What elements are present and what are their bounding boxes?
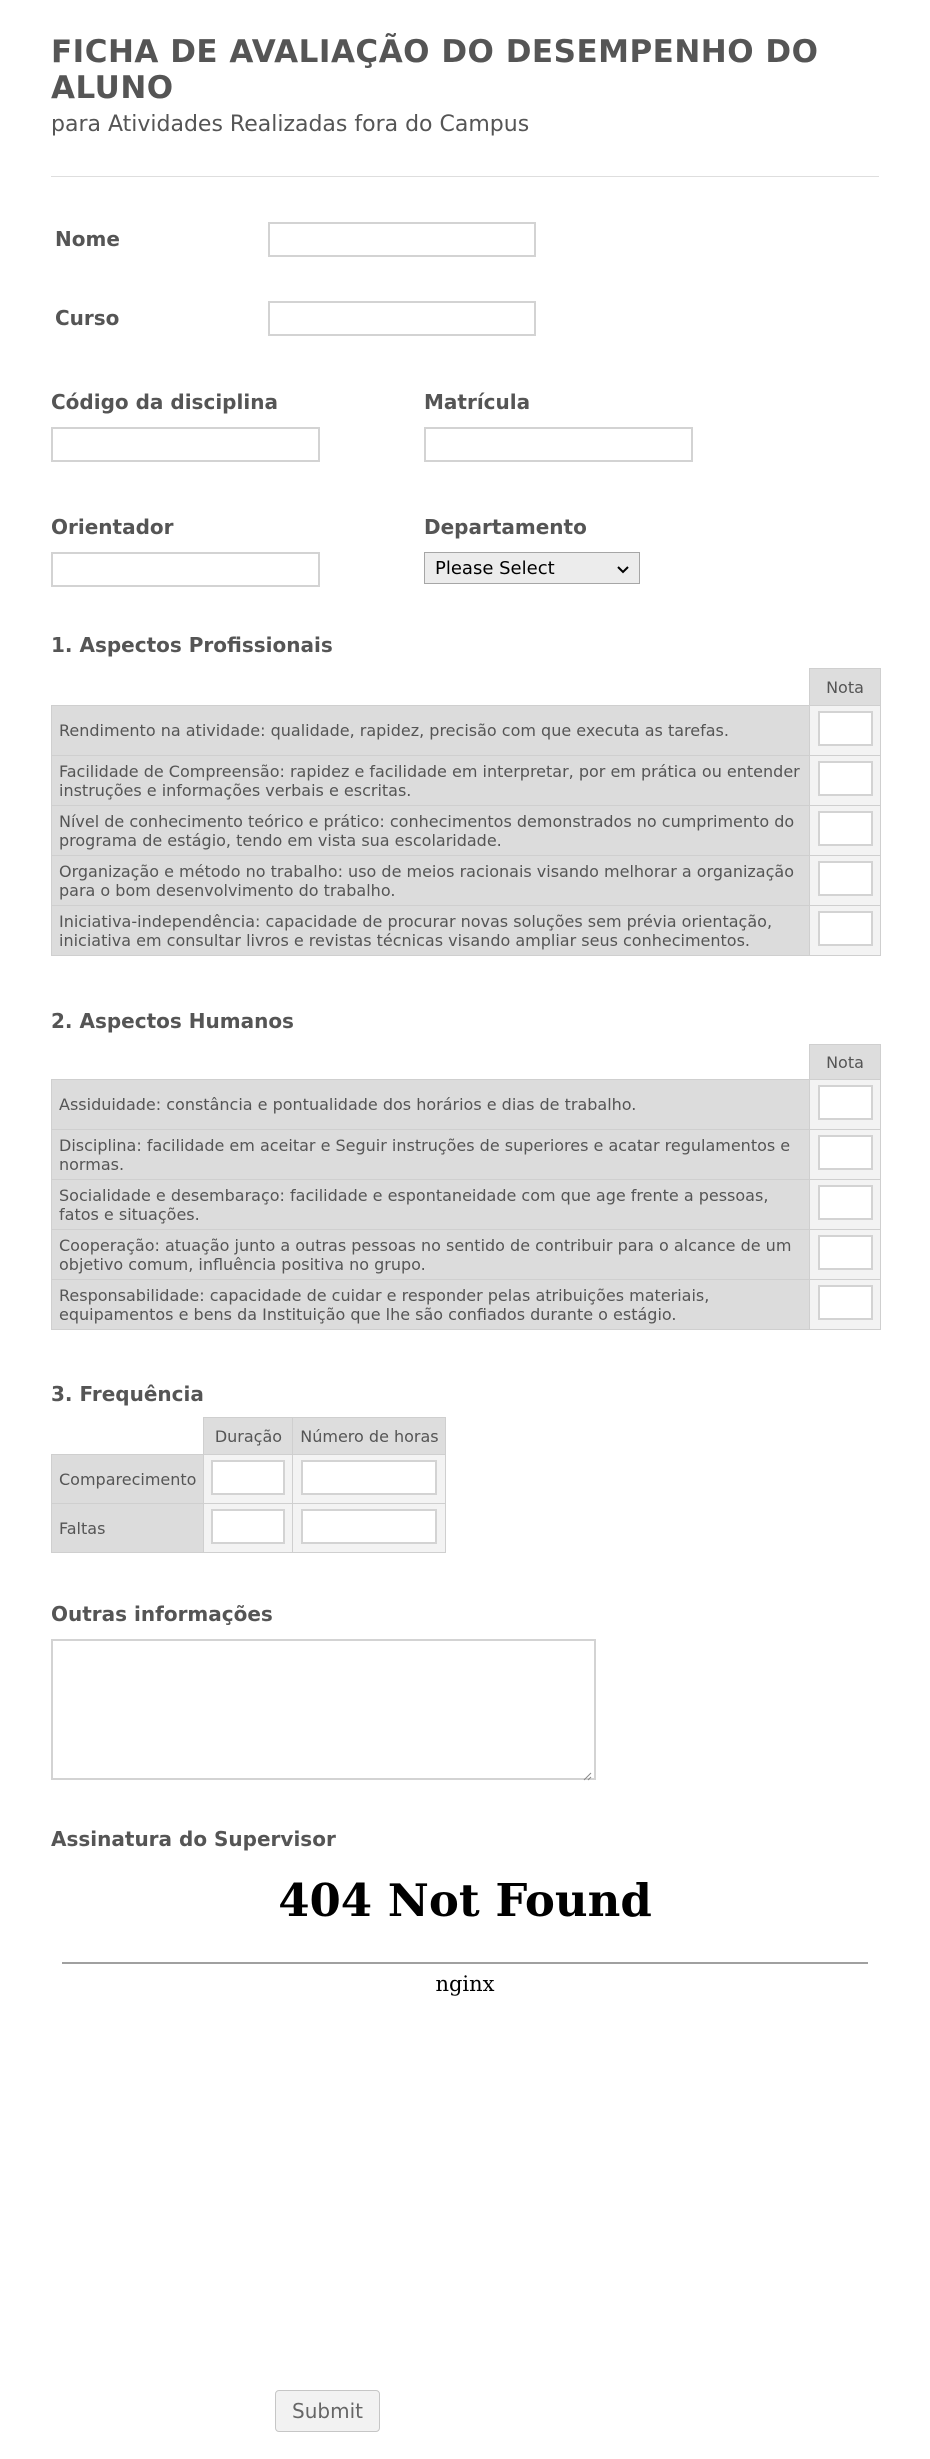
row-label: Nível de conhecimento teórico e prático: conhecimentos demonstrados no cumprimento do programa de estágio, tendo em vista sua escolaridade. [52,806,810,856]
error-title: 404 Not Found [278,1874,652,1927]
horas-cell [293,1504,446,1553]
form-title: FICHA DE AVALIAÇÃO DO DESEMPENHO DO ALUNO [51,34,819,106]
table-row [52,756,881,806]
table-row [52,1455,446,1504]
row-label: Faltas [52,1504,204,1553]
nota-cell [810,1180,881,1230]
horas-input[interactable] [301,1509,437,1544]
section-frequencia-title: 3. Frequência [51,1382,204,1406]
matrix-corner [52,1045,810,1080]
table-row [52,1504,446,1553]
row-label: Cooperação: atuação junto a outras pessoas no sentido de contribuir para o alcance de um objetivo comum, influência positiva no grupo. [52,1230,810,1280]
error-divider [62,1962,868,1964]
submit-button[interactable]: Submit [275,2390,380,2432]
matrix-column-nota: Nota [810,1045,881,1080]
duracao-input[interactable] [211,1509,285,1544]
nota-input[interactable] [818,1085,873,1120]
profissionais-matrix [51,668,881,956]
table-row [52,806,881,856]
resize-handle-icon[interactable] [582,1766,592,1776]
orientador-input[interactable] [51,552,320,587]
section-profissionais-title: 1. Aspectos Profissionais [51,633,333,657]
horas-input[interactable] [301,1460,437,1495]
table-row [52,1230,881,1280]
departamento-label: Departamento [424,515,587,539]
nota-cell [810,1080,881,1130]
matrix-column-horas: Número de horas [293,1418,446,1455]
nota-input[interactable] [818,811,873,846]
matricula-label: Matrícula [424,390,531,414]
nota-input[interactable] [818,711,873,746]
orientador-label: Orientador [51,515,174,539]
table-row [52,856,881,906]
nota-input[interactable] [818,761,873,796]
assinatura-label: Assinatura do Supervisor [51,1827,336,1851]
frequencia-matrix [51,1417,446,1553]
matricula-input[interactable] [424,427,693,462]
nota-input[interactable] [818,861,873,896]
duracao-cell [204,1504,293,1553]
nota-cell [810,1280,881,1330]
departamento-selected-value: Please Select [435,557,555,579]
nota-cell [810,706,881,756]
codigo-input[interactable] [51,427,320,462]
nota-cell [810,1130,881,1180]
nota-cell [810,806,881,856]
matrix-corner [52,1418,204,1455]
codigo-label: Código da disciplina [51,390,278,414]
nota-input[interactable] [818,1185,873,1220]
humanos-matrix [51,1044,881,1330]
nota-input[interactable] [818,1135,873,1170]
nota-input[interactable] [818,1235,873,1270]
table-row [52,906,881,956]
error-server: nginx [435,1972,495,1996]
row-label: Comparecimento [52,1455,204,1504]
nota-cell [810,756,881,806]
matrix-column-nota: Nota [810,669,881,706]
matrix-corner [52,669,810,706]
table-row [52,1130,881,1180]
duracao-cell [204,1455,293,1504]
row-label: Organização e método no trabalho: uso de meios racionais visando melhorar a organização para o bom desenvolvimento do trabalho. [52,856,810,906]
nome-label: Nome [55,227,120,251]
table-row [52,706,881,756]
table-row [52,1080,881,1130]
horas-cell [293,1455,446,1504]
departamento-select[interactable] [424,552,640,584]
nota-cell [810,1230,881,1280]
nota-cell [810,856,881,906]
nota-input[interactable] [818,1285,873,1320]
row-label: Responsabilidade: capacidade de cuidar e responder pelas atribuições materiais, equipamentos e bens da Instituição que lhe são confiados durante o estágio. [52,1280,810,1330]
row-label: Rendimento na atividade: qualidade, rapidez, precisão com que executa as tarefas. [52,706,810,756]
table-row [52,1280,881,1330]
row-label: Iniciativa-independência: capacidade de procurar novas soluções sem prévia orientação, iniciativa em consultar livros e revistas técnicas visando ampliar seus conhecimentos. [52,906,810,956]
row-label: Assiduidade: constância e pontualidade dos horários e dias de trabalho. [52,1080,810,1130]
form-subtitle: para Atividades Realizadas fora do Campus [51,112,530,137]
outras-label: Outras informações [51,1602,273,1626]
row-label: Disciplina: facilidade em aceitar e Seguir instruções de superiores e acatar regulamentos e normas. [52,1130,810,1180]
curso-input[interactable] [268,301,536,336]
matrix-column-duracao: Duração [204,1418,293,1455]
outras-textarea[interactable] [51,1639,596,1780]
nota-cell [810,906,881,956]
header-divider [51,176,879,177]
row-label: Socialidade e desembaraço: facilidade e espontaneidade com que age frente a pessoas, fatos e situações. [52,1180,810,1230]
curso-label: Curso [55,306,120,330]
table-row [52,1180,881,1230]
nota-input[interactable] [818,911,873,946]
nome-input[interactable] [268,222,536,257]
row-label: Facilidade de Compreensão: rapidez e facilidade em interpretar, por em prática ou entender instruções e informações verbais e escritas. [52,756,810,806]
section-humanos-title: 2. Aspectos Humanos [51,1009,294,1033]
chevron-down-icon [617,558,629,579]
duracao-input[interactable] [211,1460,285,1495]
